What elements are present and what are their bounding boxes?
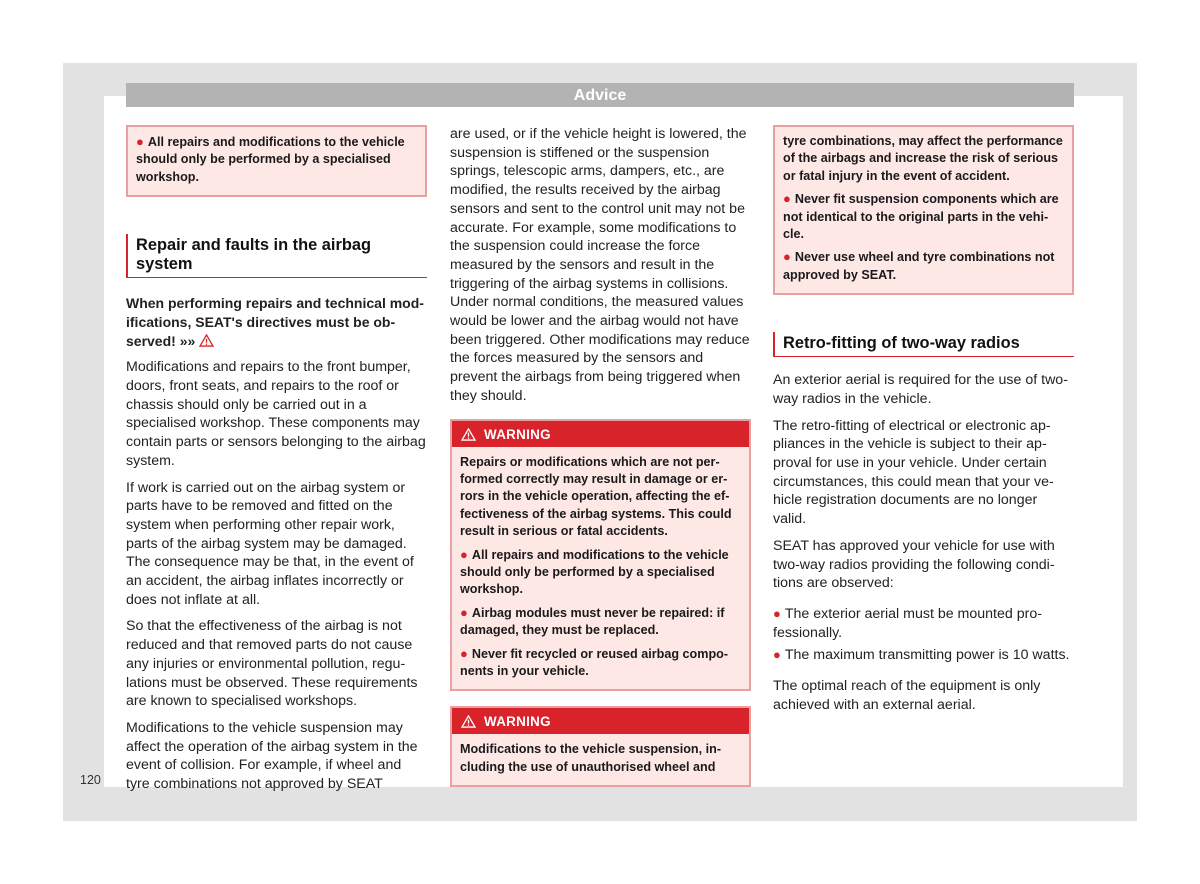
- warning-item: ● Airbag modules must never be repaired: if damaged, they must be replaced.: [460, 604, 725, 638]
- warning-triangle-icon: [461, 715, 476, 728]
- section-heading-radios: Retro-fitting of two-way radios: [773, 332, 1074, 357]
- warning-item: ● All repairs and modifications to the vehicle should only be performed by a specialised workshop.: [460, 546, 729, 597]
- lead-paragraph: When performing repairs and technical modifications, SEAT's directives must be observed! »»: [126, 295, 424, 349]
- continue-arrow: »»: [179, 332, 196, 349]
- paragraph: Modifications to the vehicle suspension may affect the operation of the airbag system in the event of collision. For example, if wheel and tyre combinations not approved by SEAT: [126, 719, 418, 793]
- header-title: Advice: [573, 87, 627, 104]
- bullet-dot-icon: ●: [136, 134, 144, 149]
- warning-label: WARNING: [484, 426, 551, 442]
- warning-item: ● Never fit suspension components which are not identical to the original parts in the vehicle.: [783, 191, 1059, 242]
- column-2: [450, 125, 751, 787]
- column-1: [126, 125, 427, 802]
- warning-continuation-box: [773, 125, 1074, 295]
- section-heading-airbag: Repair and faults in the airbag system: [126, 234, 427, 278]
- list-item: ● The exterior aerial must be mounted professionally.: [773, 605, 1042, 641]
- list-item: ● The maximum transmitting power is 10 watts.: [773, 647, 1070, 664]
- warning-intro: tyre combinations, may affect the performance of the airbags and increase the risk of serious or fatal injury in the event of accident.: [783, 134, 1063, 183]
- note-item: ● All repairs and modifications to the vehicle should only be performed by a specialised workshop.: [136, 134, 405, 184]
- paragraph: The retro-fitting of electrical or electronic appliances in the vehicle is subject to their approval for use in your vehicle. Under certain circumstances, this could mean that your vehicle registration documents are no longer valid.: [773, 417, 1054, 528]
- paragraph: Modifications and repairs to the front bumper, doors, front seats, and repairs to the roof or chassis should only be carried out in a specialised workshop. These components may contain parts or sensors belonging to the airbag system.: [126, 359, 426, 469]
- bullet-dot-icon: ●: [783, 191, 791, 207]
- warning-box: [450, 419, 751, 692]
- warning-item: ● Never fit recycled or reused airbag components in your vehicle.: [460, 645, 729, 679]
- warning-intro: Repairs or modifications which are not performed correctly may result in damage or errors in the vehicle operation, affecting the effectiveness of the airbag systems. This could result in serious or fatal accidents.: [460, 454, 732, 539]
- bullet-dot-icon: ●: [460, 604, 468, 620]
- warning-intro: Modifications to the vehicle suspension, including the use of unauthorised wheel and: [460, 742, 722, 774]
- paragraph: The optimal reach of the equipment is only achieved with an external aerial.: [773, 678, 1041, 713]
- paragraph: are used, or if the vehicle height is lowered, the suspension is stiffened or the suspension springs, telescopic arms, dampers, etc., are modified, the results received by the airbag sensors and sent to the control unit may not be accurate. For example, some modifications to the suspension could increase the force measured by the sensors and result in the triggering of the airbag systems in collisions. Under normal conditions, the measured values would be lower and the airbag would not have been triggered. Other modifications may reduce the forces measured by the sensors and prevent the airbags from being triggered when they should.: [450, 126, 750, 404]
- paragraph: SEAT has approved your vehicle for use with two-way radios providing the following conditions are observed:: [773, 537, 1055, 592]
- column-3: [773, 125, 1074, 723]
- paragraph: An exterior aerial is required for the use of two-way radios in the vehicle.: [773, 372, 1068, 407]
- bullet-dot-icon: ●: [773, 647, 781, 663]
- paragraph: So that the effectiveness of the airbag is not reduced and that removed parts do not cause any injuries or environmental pollution, regulations must be observed. These requirements are known to specialised workshops.: [126, 618, 418, 710]
- warning-triangle-icon: [461, 428, 476, 441]
- warning-label: WARNING: [484, 714, 551, 730]
- bullet-dot-icon: ●: [460, 546, 468, 562]
- bullet-dot-icon: ●: [773, 605, 781, 621]
- warning-body: [452, 734, 749, 785]
- note-box: [126, 125, 427, 197]
- bullet-dot-icon: ●: [460, 645, 468, 661]
- warning-body: [452, 447, 749, 690]
- warning-header: [452, 708, 749, 734]
- warning-triangle-icon: [199, 334, 214, 347]
- warning-box: [450, 706, 751, 787]
- warning-header: [452, 421, 749, 447]
- warning-item: ● Never use wheel and tyre combinations not approved by SEAT.: [783, 249, 1055, 282]
- bullet-dot-icon: ●: [783, 249, 791, 265]
- page-number: 120: [80, 773, 101, 787]
- paragraph: If work is carried out on the airbag system or parts have to be removed and fitted on the system when performing other repair work, parts of the airbag system may be damaged. The consequence may be that, in the event of an accident, the airbag inflates incorrectly or does not inflate at all.: [126, 479, 414, 608]
- page-header: [126, 83, 1074, 107]
